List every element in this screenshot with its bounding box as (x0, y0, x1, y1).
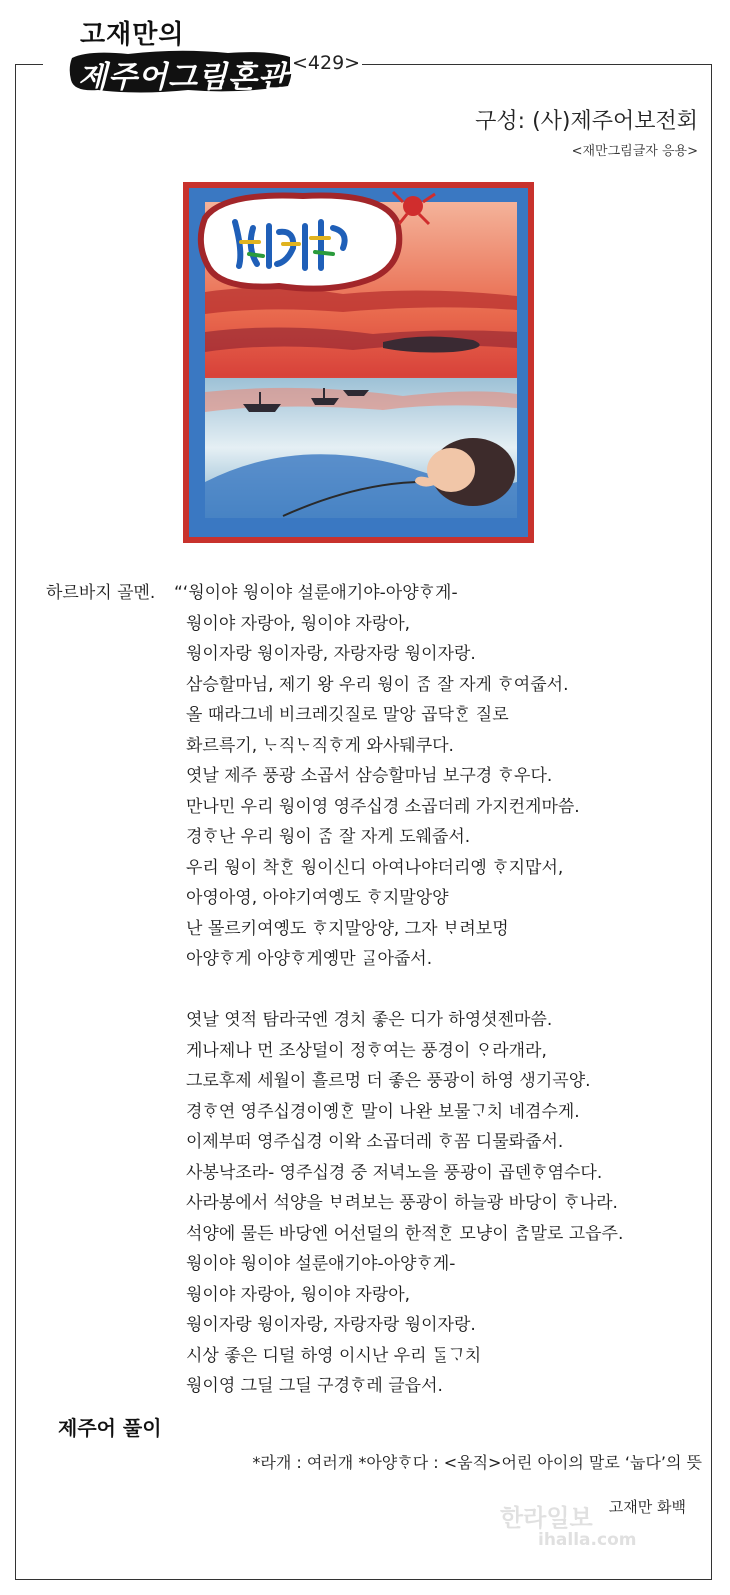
brand-author: 고재만의 (80, 20, 185, 50)
poem-line: 시상 좋은 디덜 하영 이시난 우리 ᄃᆞᆯᄀᆞ치 (186, 1345, 482, 1366)
poem-line: 석양에 물든 바당엔 어선덜의 한적ᄒᆞᆫ 모냥이 ᄎᆞᆷ말로 고읍주. (186, 1223, 624, 1244)
poem-line: 웡이자랑 웡이자랑, 자랑자랑 웡이자랑. (186, 644, 476, 664)
poem-line: 웡이영 그딜 그딜 구경ᄒᆞ레 글읍서. (186, 1376, 443, 1396)
gloss-title: 제주어 풀이 (58, 1416, 162, 1440)
poem-line: 화르륵기, ᄂᆞ직ᄂᆞ직ᄒᆞ게 와사뒈쿠다. (186, 735, 454, 756)
poem-line: 웡이자랑 웡이자랑, 자랑자랑 웡이자랑. (186, 1315, 476, 1335)
poem-line: 웡이야 웡이야 설룬애기야-아양ᄒᆞ게- (186, 1254, 456, 1274)
poem-line: 경ᄒᆞ연 영주십경이옝ᄒᆞᆫ 말이 나완 보물ᄀᆞ치 네겸수게. (186, 1101, 580, 1122)
credit-main: 구성: (사)제주어보전회 (475, 109, 698, 134)
poem-line: 경ᄒᆞ난 우리 웡이 ᄌᆞᆷ 잘 자게 도웨줍서. (186, 827, 471, 847)
credit-sub: <재만그림글자 응용> (571, 144, 698, 159)
poem-speaker: 하르바지 골멘. (46, 583, 156, 603)
poem-line: 난 몰르키여옝도 ᄒᆞ지말앙양, 그자 ᄇᆞ려보멍 (186, 918, 509, 939)
poem-line: 사라봉에서 석양을 ᄇᆞ려보는 풍광이 하늘광 바당이 ᄒᆞ나라. (186, 1193, 618, 1213)
poem-line: 사봉낙조라- 영주십경 중 저녁노을 풍광이 곱덴ᄒᆞ염수다. (186, 1162, 603, 1183)
poem-line: 우리 웡이 착ᄒᆞᆫ 웡이신디 아여나야더리옝 ᄒᆞ지맙서, (186, 857, 564, 878)
watermark-url: ihalla.com (538, 1530, 637, 1550)
poem-line: 웡이야 자랑아, 웡이야 자랑아, (186, 1284, 411, 1305)
poem-line: 만나민 우리 웡이영 영주십경 소곱더레 가지컨게마씀. (186, 796, 580, 817)
poem-line: 이제부떠 영주십경 이왁 소곱더레 ᄒᆞ꼼 디물롸줍서. (186, 1132, 564, 1152)
artist-signature: 고재만 화백 (608, 1498, 686, 1516)
poem-line: “‘웡이야 웡이야 설룬애기야-아양ᄒᆞ게- (174, 583, 458, 603)
poem-line: 엿날 제주 풍광 소곱서 삼승할마님 보구경 ᄒᆞ우다. (186, 766, 553, 786)
painting-canvas (183, 182, 534, 543)
brand-series-banner (68, 48, 294, 96)
poem-line: 아양ᄒᆞ게 아양ᄒᆞ게옝만 ᄀᆞᆯ아줍서. (186, 949, 433, 969)
poem-line: 웡이야 자랑아, 웡이야 자랑아, (186, 613, 411, 634)
poem-line: 삼승할마님, 제기 왕 우리 웡이 ᄌᆞᆷ 잘 자게 ᄒᆞ여줍서. (186, 674, 569, 695)
frame-top-right-rule (360, 64, 712, 65)
gloss-text: *라개 : 여러개 *아양ᄒᆞ다 : <움직>어린 아이의 말로 ‘눕다’의 뜻 (252, 1453, 702, 1472)
illustration-painting (183, 182, 534, 543)
poem-line: 게나제나 먼 조상덜이 정ᄒᆞ여는 풍경이 ᄋᆞ라개라, (186, 1040, 547, 1061)
frame-top-left-rule (15, 64, 43, 65)
poem-line: 올 때라그네 비크레깃질로 말앙 곱닥ᄒᆞᆫ 질로 (186, 705, 509, 725)
poem-line: 그로후제 세월이 흘르멍 더 좋은 풍광이 하영 생기곡양. (186, 1071, 591, 1091)
watermark-logo: 한라일보 (500, 1504, 593, 1532)
brand-series-title: 제주어그림혼관 (78, 60, 288, 95)
issue-number: <429> (292, 52, 361, 74)
poem-line: 엿날 엿적 탐라국엔 경치 좋은 디가 하영셧젠마씀. (186, 1010, 553, 1030)
series-brand (54, 10, 294, 102)
poem-line: 아영아영, 아야기여옝도 ᄒᆞ지말앙양 (186, 888, 449, 908)
